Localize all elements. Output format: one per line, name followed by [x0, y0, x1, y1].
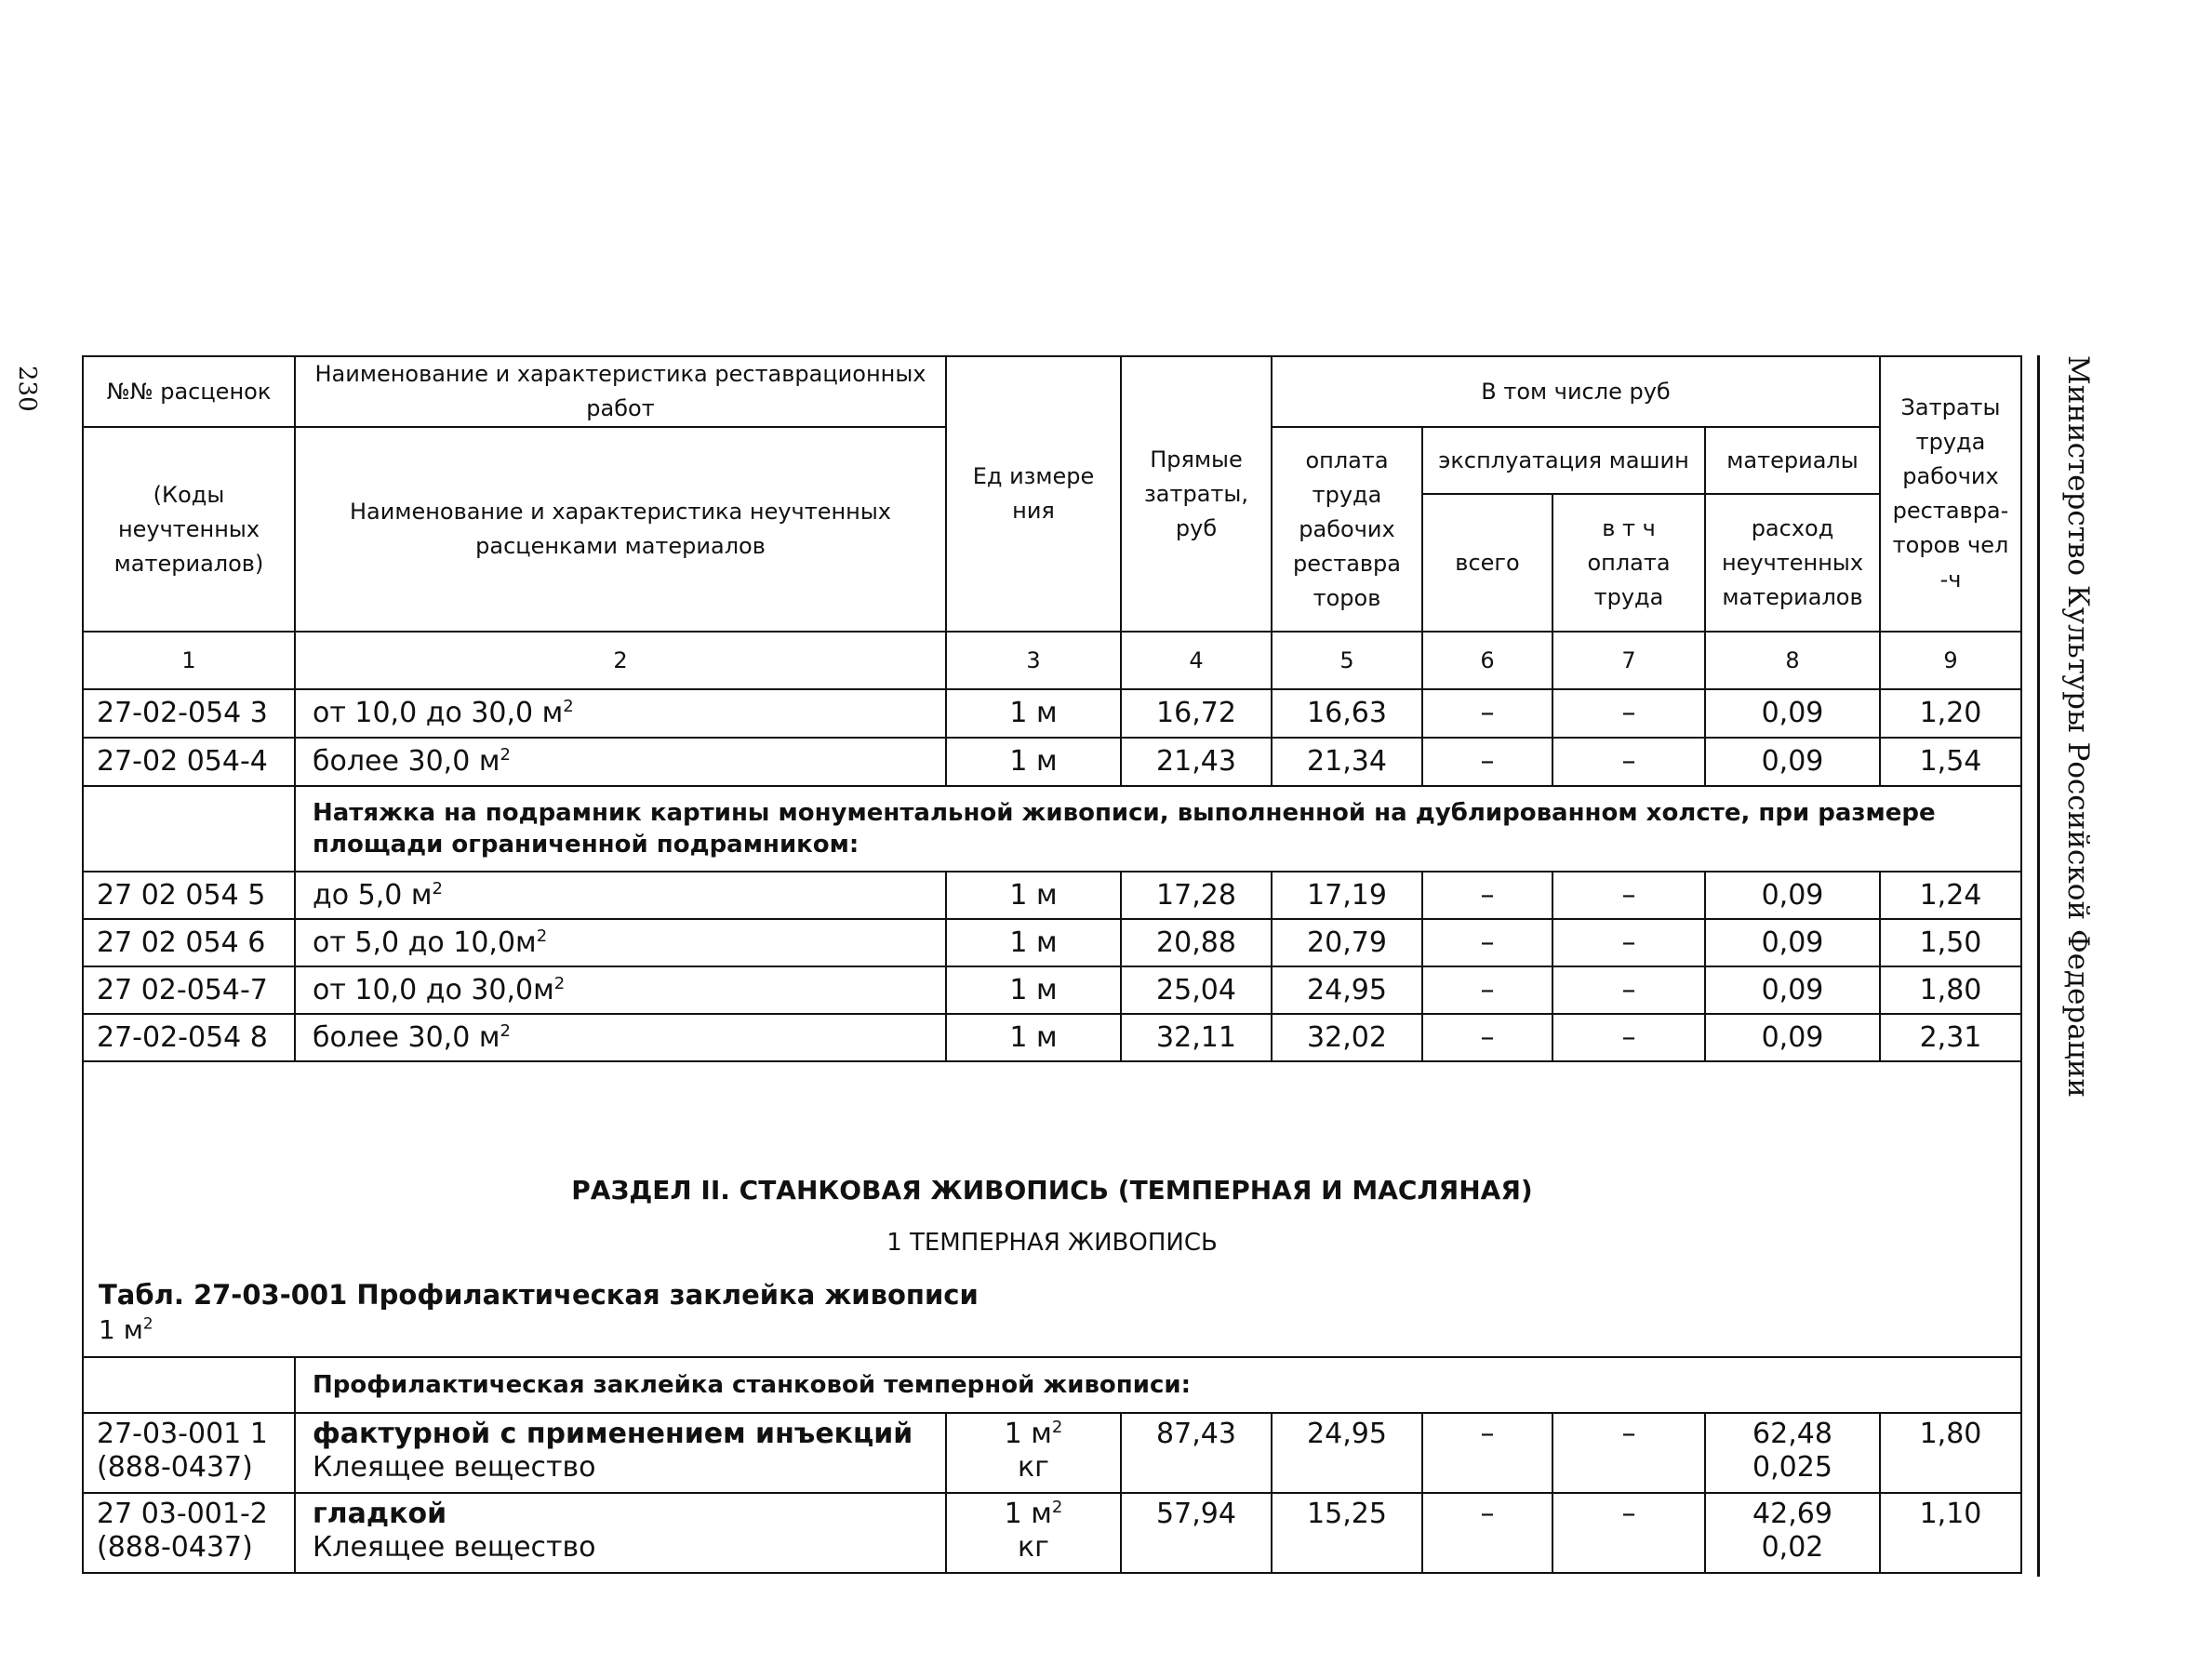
table-row [83, 1014, 2021, 1061]
header-labor-pay: оплата труда рабочих реставра торов [1272, 427, 1422, 632]
machines-total: – [1422, 966, 1552, 1014]
table-row [83, 872, 2021, 919]
unit: 1 м [946, 919, 1121, 966]
rate-code: 27-03-001 1 (888-0437) [83, 1413, 295, 1493]
header-unit: Ед измере ния [946, 356, 1121, 632]
col-number: 5 [1272, 632, 1422, 689]
rate-code: 27-02-054 3 [83, 689, 295, 738]
table-row [83, 1413, 2021, 1493]
machines-total: – [1422, 872, 1552, 919]
page-number: 230 [13, 366, 41, 412]
unit: 1 $м^2$ кг [946, 1493, 1121, 1573]
direct-cost: 25,04 [1121, 966, 1272, 1014]
labor-hours: 1,50 [1880, 919, 2021, 966]
col-number: 8 [1705, 632, 1880, 689]
materials: 0,09 [1705, 872, 1880, 919]
labor-hours: 2,31 [1880, 1014, 2021, 1061]
direct-cost: 20,88 [1121, 919, 1272, 966]
direct-cost: 21,43 [1121, 738, 1272, 786]
work-name: от 10,0 до $30,0м^2$ [295, 966, 946, 1014]
material-unit: кг [1018, 1531, 1049, 1564]
direct-cost: 16,72 [1121, 689, 1272, 738]
section-cell [83, 1061, 2021, 1357]
machines-labor: – [1552, 1493, 1705, 1573]
machines-total: – [1422, 689, 1552, 738]
unit: 1 м [946, 1014, 1121, 1061]
machines-labor: – [1552, 689, 1705, 738]
side-rule [2037, 355, 2040, 1577]
machines-total: – [1422, 1413, 1552, 1493]
header-including: В том числе руб [1272, 356, 1880, 427]
rate-code: 27-02-054 8 [83, 1014, 295, 1061]
material-unit: кг [1018, 1451, 1049, 1484]
col-number: 6 [1422, 632, 1552, 689]
header-code: №№ расценок [83, 356, 295, 427]
table-row [83, 689, 2021, 738]
machines-labor: – [1552, 872, 1705, 919]
material-name: Клеящее вещество [313, 1451, 596, 1484]
labor-pay: 21,34 [1272, 738, 1422, 786]
machines-total: – [1422, 738, 1552, 786]
col-number: 9 [1880, 632, 2021, 689]
machines-labor: – [1552, 1413, 1705, 1493]
table-row [83, 738, 2021, 786]
material-code: (888-0437) [97, 1451, 253, 1484]
empty-cell [83, 1357, 295, 1413]
direct-cost: 87,43 [1121, 1413, 1272, 1493]
machines-labor: – [1552, 919, 1705, 966]
unit: 1 м [946, 966, 1121, 1014]
table-title: Табл. 27-03-001 Профилактическая заклейка живописи [99, 1279, 979, 1311]
labor-hours: 1,24 [1880, 872, 2021, 919]
col-number: 3 [946, 632, 1121, 689]
empty-cell [83, 786, 295, 872]
materials: 0,09 [1705, 1014, 1880, 1061]
materials: 62,48 0,025 [1705, 1413, 1880, 1493]
rate-code: 27 03-001-2 (888-0437) [83, 1493, 295, 1573]
col-number: 7 [1552, 632, 1705, 689]
material-code: (888-0437) [97, 1531, 253, 1564]
work-name: более 30,0 $м^2$ [295, 1014, 946, 1061]
rates-table [82, 355, 2022, 1574]
labor-hours: 1,54 [1880, 738, 2021, 786]
labor-pay: 16,63 [1272, 689, 1422, 738]
labor-hours: 1,20 [1880, 689, 2021, 738]
table-row [83, 1493, 2021, 1573]
subsection-title: Профилактическая заклейка станковой темперной живописи: [295, 1357, 2021, 1413]
labor-hours: 1,80 [1880, 1413, 2021, 1493]
header-machines: эксплуатация машин [1422, 427, 1705, 494]
machines-total: – [1422, 1493, 1552, 1573]
material-quantity: 0,025 [1752, 1451, 1832, 1484]
header-labor-hours: Затраты труда рабочих реставра-торов чел -ч [1880, 356, 2021, 632]
labor-pay: 15,25 [1272, 1493, 1422, 1573]
unit: 1 $м^2$ кг [946, 1413, 1121, 1493]
subsection-row [83, 1357, 2021, 1413]
unit: 1 м [946, 689, 1121, 738]
work-name: фактурной с применением инъекций Клеящее вещество [295, 1413, 946, 1493]
material-name: Клеящее вещество [313, 1531, 596, 1564]
header-direct-costs: Прямые затраты, руб [1121, 356, 1272, 632]
materials: 0,09 [1705, 689, 1880, 738]
header-material-usage: расход неучтенных материалов [1705, 494, 1880, 632]
labor-pay: 17,19 [1272, 872, 1422, 919]
labor-hours: 1,10 [1880, 1493, 2021, 1573]
work-name: более 30,0 $м^2$ [295, 738, 946, 786]
section-subtitle: 1 ТЕМПЕРНАЯ ЖИВОПИСЬ [886, 1229, 1218, 1257]
work-name: гладкой Клеящее вещество [295, 1493, 946, 1573]
direct-cost: 32,11 [1121, 1014, 1272, 1061]
labor-hours: 1,80 [1880, 966, 2021, 1014]
machines-labor: – [1552, 1014, 1705, 1061]
machines-labor: – [1552, 738, 1705, 786]
rate-code: 27 02-054-7 [83, 966, 295, 1014]
material-quantity: 0,02 [1761, 1531, 1824, 1564]
materials: 42,69 0,02 [1705, 1493, 1880, 1573]
machines-total: – [1422, 1014, 1552, 1061]
labor-pay: 24,95 [1272, 966, 1422, 1014]
machines-total: – [1422, 919, 1552, 966]
column-numbers-row [83, 632, 2021, 689]
table-row [83, 919, 2021, 966]
subsection-row [83, 786, 2021, 872]
header-material-name: Наименование и характеристика неучтенных расценками материалов [295, 427, 946, 632]
labor-pay: 20,79 [1272, 919, 1422, 966]
machines-labor: – [1552, 966, 1705, 1014]
unit: 1 м [946, 872, 1121, 919]
header-machines-labor: в т ч оплата труда [1552, 494, 1705, 632]
table-unit: 1 $м^2$ [99, 1313, 153, 1345]
subsection-title: Натяжка на подрамник картины монументальной живописи, выполненной на дублированном холсте, при размере площади ограниченной подрамником: [295, 786, 2021, 872]
header-work-name: Наименование и характеристика реставрационных работ [295, 356, 946, 427]
materials: 0,09 [1705, 966, 1880, 1014]
work-name: от 10,0 до 30,0 $м^2$ [295, 689, 946, 738]
col-number: 2 [295, 632, 946, 689]
labor-pay: 24,95 [1272, 1413, 1422, 1493]
col-number: 1 [83, 632, 295, 689]
header-machines-total: всего [1422, 494, 1552, 632]
work-name: до 5,0 $м^2$ [295, 872, 946, 919]
col-number: 4 [1121, 632, 1272, 689]
materials: 0,09 [1705, 738, 1880, 786]
rate-code: 27 02 054 5 [83, 872, 295, 919]
section-title: РАЗДЕЛ II. СТАНКОВАЯ ЖИВОПИСЬ (ТЕМПЕРНАЯ И МАСЛЯНАЯ) [571, 1175, 1533, 1205]
side-title: Министерство Культуры Российской Федерации [2061, 355, 2095, 1099]
unit: 1 м [946, 738, 1121, 786]
rate-code: 27 02 054 6 [83, 919, 295, 966]
rate-code: 27-02 054-4 [83, 738, 295, 786]
materials: 0,09 [1705, 919, 1880, 966]
direct-cost: 17,28 [1121, 872, 1272, 919]
table-row [83, 966, 2021, 1014]
header-row-1 [83, 356, 2021, 427]
direct-cost: 57,94 [1121, 1493, 1272, 1573]
section-block [83, 1061, 2021, 1357]
header-material-codes: (Коды неучтенных материалов) [83, 427, 295, 632]
header-materials: материалы [1705, 427, 1880, 494]
work-name: от 5,0 до $10,0м^2$ [295, 919, 946, 966]
labor-pay: 32,02 [1272, 1014, 1422, 1061]
